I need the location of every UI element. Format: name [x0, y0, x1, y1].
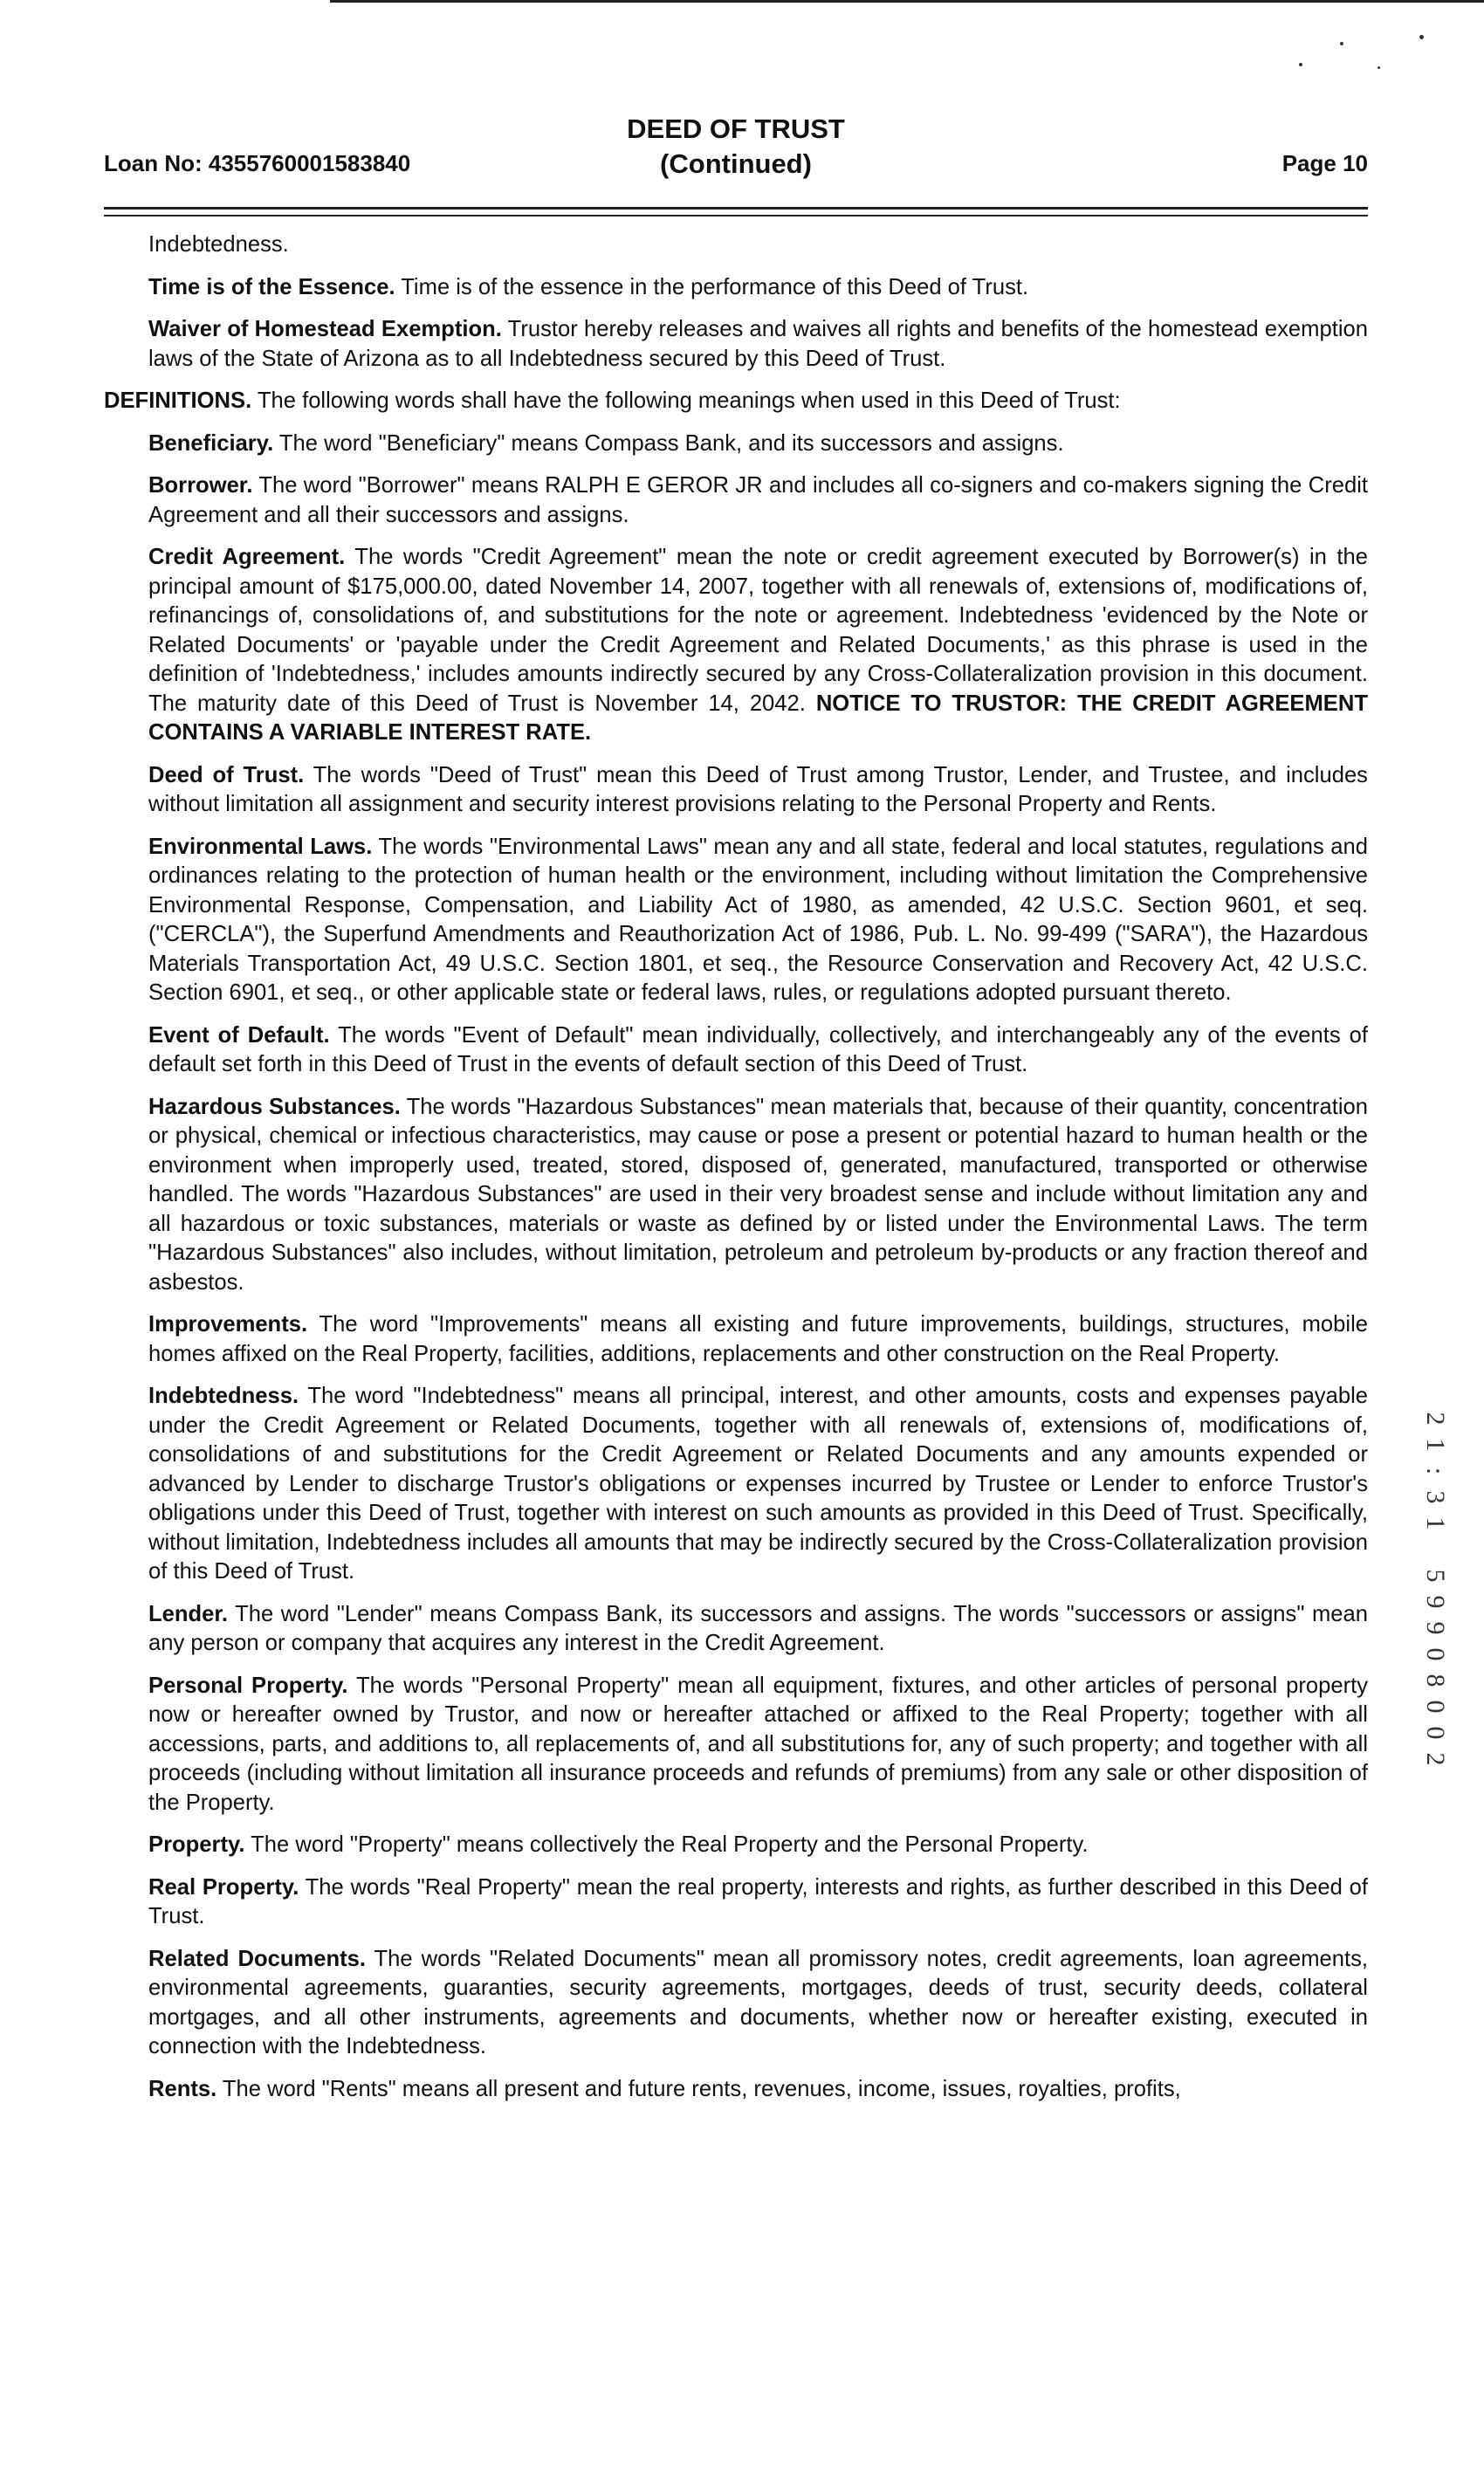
- stamp-glyph: 1: [1421, 1438, 1450, 1452]
- loan-number: Loan No: 4355760001583840: [104, 150, 411, 176]
- section-term: Time is of the Essence.: [148, 274, 395, 299]
- definition-lender: Lender. The word "Lender" means Compass Bank, its successors and assigns. The words "successors or assigns" mean any person or company that acquires any interest in the Credit Agreement.: [148, 1601, 1368, 1655]
- stamp-glyph: 1: [1421, 1516, 1450, 1530]
- stamp-glyph: 5: [1421, 1569, 1450, 1583]
- section-term: Waiver of Homestead Exemption.: [148, 317, 502, 341]
- document-body: [104, 230, 1368, 2117]
- definition-indebtedness: Indebtedness. The word "Indebtedness" means all principal, interest, and other amounts, costs and expenses payable under the Credit Agreement or Related Documents, together with all renewals of, extensions of, modifications of, consolidations of and substitutions for the Credit Agreement or Related Documents and any amounts expended or advanced by Lender to discharge Trustor's obligations or expenses incurred by Trustee or Lender to enforce Trustor's obligations under this Deed of Trust, together with interest on such amounts as provided in this Deed of Trust. Specifically, without limitation, Indebtedness includes all amounts that may be indirectly secured by the Cross-Collateralization provision of this Deed of Trust.: [148, 1384, 1368, 1584]
- scan-speck: [1340, 42, 1343, 45]
- stamp-glyph: 3: [1421, 1490, 1450, 1504]
- definition-rents: Rents. The word "Rents" means all present and future rents, revenues, income, issues, royalties, profits,: [148, 2076, 1181, 2101]
- header-rule-top: [104, 207, 1368, 210]
- title-line-1: DEED OF TRUST: [627, 113, 845, 144]
- page-number: Page 10: [1281, 150, 1368, 176]
- definitions-label: DEFINITIONS.: [104, 388, 252, 413]
- definition-environmental-laws: Environmental Laws. The words "Environmental Laws" mean any and all state, federal and local statutes, regulations and ordinances relating to the protection of human health or the environment, including without limitation the Comprehensive Environmental Response, Compensation, and Liability Act of 1980, as amended, 42 U.S.C. Section 9601, et seq. ("CERCLA"), the Superfund Amendments and Reauthorization Act of 1986, Pub. L. No. 99-499 ("SARA"), the Hazardous Materials Transportation Act, 49 U.S.C. Section 1801, et seq., the Resource Conservation and Recovery Act, 42 U.S.C. Section 6901, et seq., or other applicable state or federal laws, rules, or regulations adopted pursuant thereto.: [148, 834, 1369, 1005]
- recording-stamp: [1418, 1406, 1453, 1772]
- stamp-glyph: 8: [1421, 1674, 1450, 1687]
- scan-speck: [1378, 66, 1380, 69]
- stamp-glyph: 2: [1421, 1412, 1450, 1426]
- definition-personal-property: Personal Property. The words "Personal Property" mean all equipment, fixtures, and other articles of personal property now or hereafter owned by Trustor, and now or hereafter attached or affixed to the Real Property; together with all accessions, parts, and additions to, all replacements of, and all substitutions for, any of such property; and together with all proceeds (including without limitation all insurance proceeds and refunds of premiums) from any sale or other disposition of the Property.: [148, 1673, 1369, 1815]
- scan-speck: [1299, 63, 1302, 66]
- stamp-glyph: 0: [1421, 1700, 1450, 1714]
- stamp-glyph: 2: [1421, 1752, 1450, 1766]
- stamp-glyph: :: [1421, 1467, 1450, 1475]
- document-title: [104, 112, 1368, 182]
- definition-beneficiary: Beneficiary. The word "Beneficiary" means Compass Bank, and its successors and assigns.: [148, 430, 1064, 456]
- scan-top-border: [330, 0, 1484, 3]
- definition-deed-of-trust: Deed of Trust. The words "Deed of Trust" mean this Deed of Trust among Trustor, Lender, and Trustee, and includes without limitation all assignment and security interest provisions relating to the Personal Property and Rents.: [148, 762, 1368, 816]
- stamp-glyph: 0: [1421, 1726, 1450, 1740]
- definition-related-documents: Related Documents. The words "Related Documents" mean all promissory notes, credit agreements, loan agreements, environmental agreements, guaranties, security agreements, mortgages, deeds of trust, security deeds, collateral mortgages, and all other instruments, agreements and documents, whether now or hereafter existing, executed in connection with the Indebtedness.: [148, 1946, 1368, 2058]
- section-waiver-homestead: [104, 315, 1368, 374]
- page-header: [104, 112, 1368, 182]
- definitions-intro: The following words shall have the following meanings when used in this Deed of Trust:: [257, 388, 1121, 413]
- definition-credit-agreement: Credit Agreement. The words "Credit Agreement" mean the note or credit agreement executed by Borrower(s) in the principal amount of $175,000.00, dated November 14, 2007, together with all renewals of, extensions of, modifications of, refinancings of, consolidations of, and substitutions for the note or agreement. Indebtedness 'evidenced by the Note or Related Documents' or 'payable under the Credit Agreement and Related Documents,' as this phrase is used in the definition of 'Indebtedness,' includes amounts indirectly secured by any Cross-Collateralization provision in this document. The maturity date of this Deed of Trust is November 14, 2042. NOTICE TO TRUSTOR: THE CREDIT AGREEMENT CONTAINS A VARIABLE INTEREST RATE.: [148, 545, 1368, 745]
- definitions-heading: [104, 387, 1368, 416]
- section-text: Time is of the essence in the performance of this Deed of Trust.: [401, 274, 1029, 299]
- definition-improvements: Improvements. The word "Improvements" means all existing and future improvements, buildings, structures, mobile homes affixed on the Real Property, facilities, additions, replacements and other construction on the Real Property.: [148, 1312, 1368, 1366]
- definition-hazardous-substances: Hazardous Substances. The words "Hazardous Substances" mean materials that, because of their quantity, concentration or physical, chemical or infectious characteristics, may cause or pose a present or potential hazard to human health or the environment when improperly used, treated, stored, disposed of, generated, manufactured, transported or otherwise handled. The words "Hazardous Substances" are used in their very broadest sense and include without limitation any and all hazardous or toxic substances, materials or waste as defined by or listed under the Environmental Laws. The term "Hazardous Substances" also includes, without limitation, petroleum and petroleum by-products or any fraction thereof and asbestos.: [148, 1094, 1368, 1295]
- stamp-glyph: 9: [1421, 1595, 1450, 1609]
- scan-speck: [1419, 35, 1424, 39]
- definition-property: Property. The word "Property" means collectively the Real Property and the Personal Property.: [148, 1832, 1089, 1857]
- definition-event-of-default: Event of Default. The words "Event of Default" mean individually, collectively, and interchangeably any of the events of default set forth in this Deed of Trust in the events of default section of this Deed of Trust.: [148, 1022, 1368, 1076]
- header-rule-bottom: [104, 215, 1368, 216]
- definition-real-property: Real Property. The words "Real Property" mean the real property, interests and rights, as further described in this Deed of Trust.: [148, 1874, 1368, 1928]
- stamp-glyph: 9: [1421, 1621, 1450, 1635]
- continued-paragraph: Indebtedness.: [148, 232, 289, 257]
- stamp-glyph: 0: [1421, 1647, 1450, 1661]
- definition-borrower: Borrower. The word "Borrower" means RALPH E GEROR JR and includes all co-signers and co-makers signing the Credit Agreement and all their successors and assigns.: [148, 473, 1368, 527]
- section-time-of-essence: [104, 273, 1368, 303]
- title-line-2: (Continued): [660, 148, 812, 179]
- section-text: Trustor hereby releases and waives all rights and benefits of the homestead exemption laws of the State of Arizona as to all Indebtedness secured by this Deed of Trust.: [148, 317, 1368, 371]
- variable-rate-notice: NOTICE TO TRUSTOR: THE CREDIT AGREEMENT CONTAINS A VARIABLE INTEREST RATE.: [148, 691, 1368, 745]
